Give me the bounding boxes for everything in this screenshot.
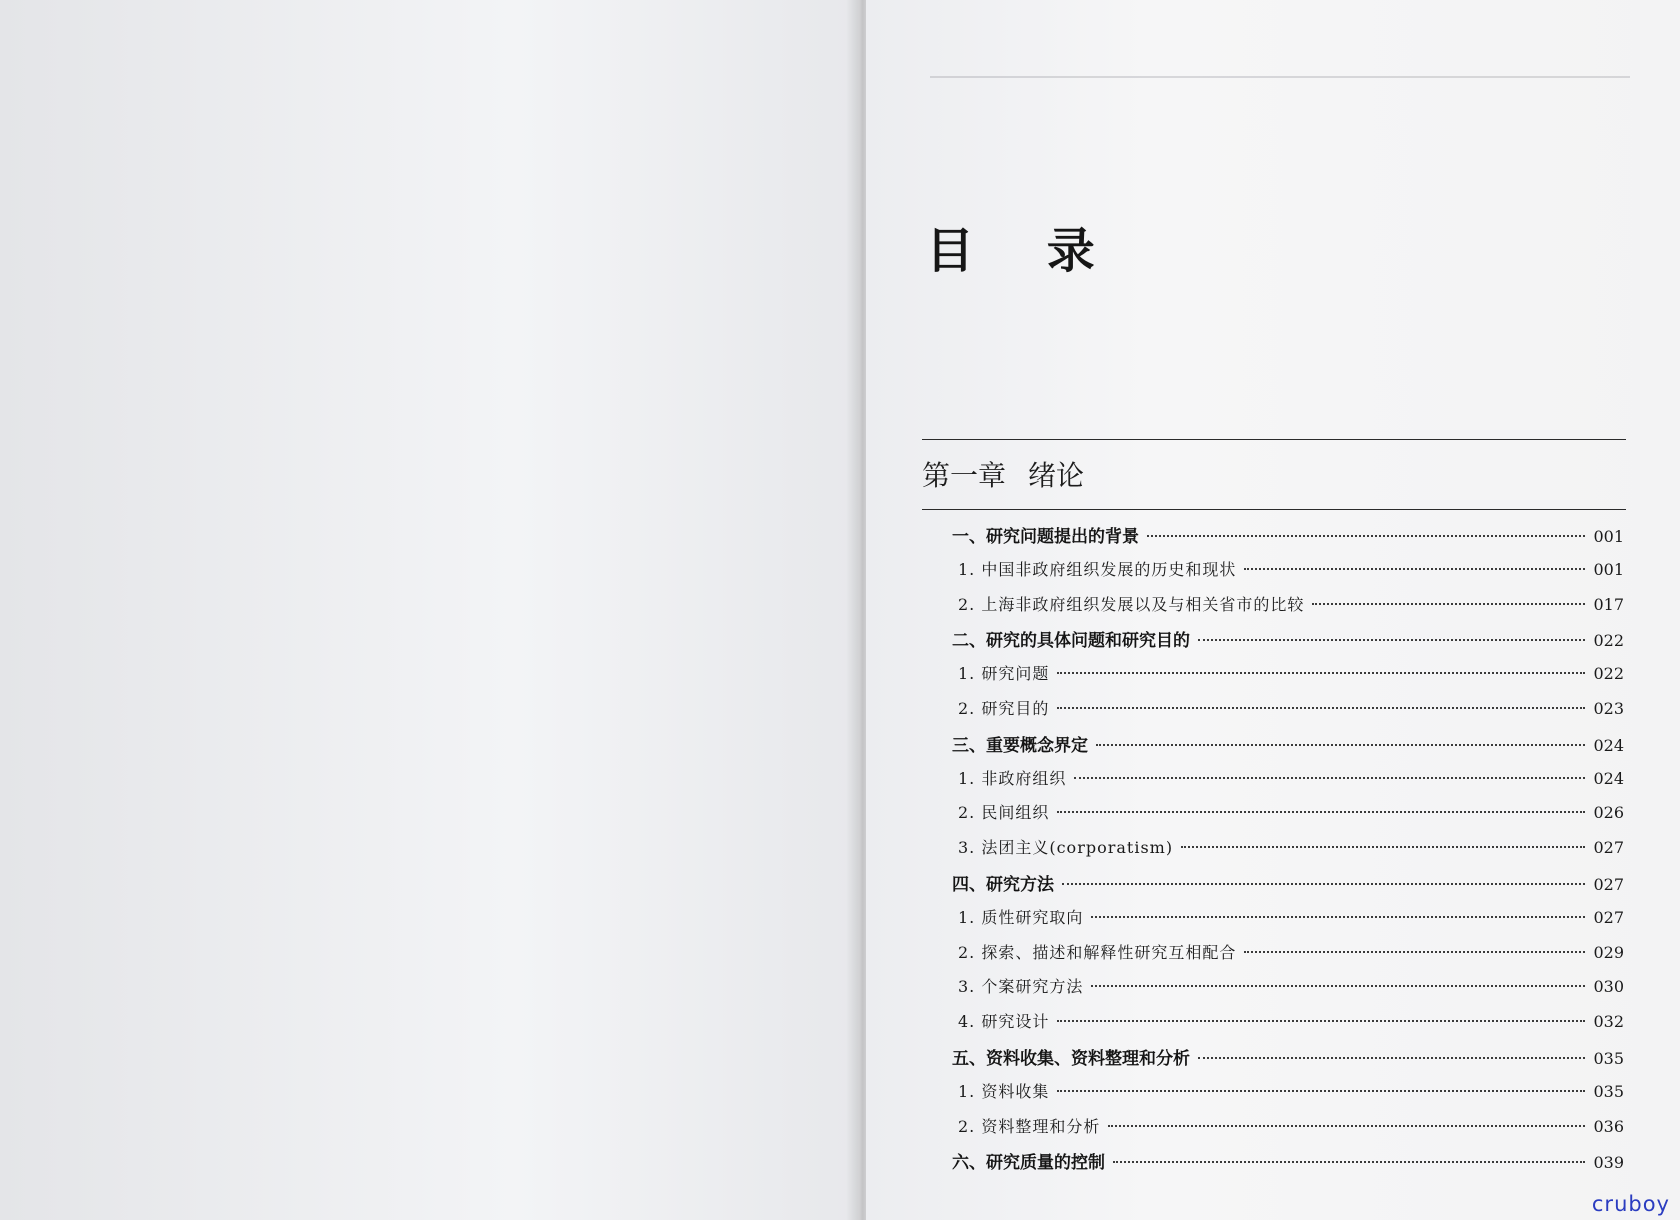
toc-subsection-entry	[952, 766, 1624, 801]
toc-page-number: 035	[1593, 1048, 1624, 1068]
toc-dot-leader	[1108, 1125, 1585, 1127]
toc-dot-leader	[1074, 777, 1585, 779]
toc-dot-leader	[1244, 568, 1585, 570]
toc-subsection-entry	[952, 1079, 1624, 1114]
toc-list	[952, 522, 1624, 1183]
chapter-heading	[922, 454, 1084, 494]
toc-page-number: 001	[1593, 527, 1624, 546]
toc-page-number: 027	[1593, 838, 1624, 858]
chapter-title: 绪论	[1028, 459, 1085, 492]
toc-page-number: 032	[1593, 1012, 1624, 1032]
toc-subsection-entry	[952, 696, 1624, 731]
toc-page-number: 001	[1593, 559, 1624, 579]
toc-page-number: 024	[1593, 768, 1624, 788]
toc-page-number: 039	[1593, 1153, 1624, 1173]
bleed-through-header-line	[930, 76, 1630, 78]
toc-page-number: 026	[1593, 803, 1624, 823]
toc-dot-leader	[1312, 603, 1585, 605]
toc-dot-leader	[1057, 1090, 1585, 1092]
toc-entry-label: 二、研究的具体问题和研究目的	[952, 631, 1190, 652]
toc-section-entry	[952, 731, 1624, 766]
toc-entry-label: 一、研究问题提出的背景	[952, 527, 1139, 547]
toc-title: 目 录	[926, 223, 1123, 279]
toc-dot-leader	[1057, 672, 1585, 674]
toc-section-entry	[952, 1148, 1624, 1183]
toc-page-number: 027	[1593, 907, 1624, 927]
toc-section-entry	[952, 1044, 1624, 1079]
toc-section-entry	[952, 626, 1624, 661]
toc-subsection-entry	[952, 800, 1624, 835]
toc-entry-label: 1. 资料收集	[958, 1081, 1050, 1101]
toc-page-number: 024	[1593, 735, 1624, 755]
toc-dot-leader	[1057, 707, 1585, 709]
toc-entry-label: 1. 质性研究取向	[958, 907, 1084, 927]
chapter-rule-bottom	[922, 509, 1626, 510]
toc-entry-label: 4. 研究设计	[958, 1012, 1050, 1032]
toc-subsection-entry	[952, 974, 1624, 1009]
toc-entry-label: 2. 民间组织	[958, 803, 1050, 823]
toc-dot-leader	[1096, 744, 1585, 746]
toc-page-number: 022	[1593, 631, 1624, 651]
toc-page-number: 036	[1593, 1116, 1624, 1136]
toc-subsection-entry	[952, 1009, 1624, 1044]
toc-dot-leader	[1244, 951, 1585, 953]
toc-entry-label: 2. 上海非政府组织发展以及与相关省市的比较	[958, 594, 1305, 614]
toc-entry-label: 五、资料收集、资料整理和分析	[952, 1048, 1190, 1069]
toc-entry-label: 六、研究质量的控制	[952, 1153, 1105, 1174]
toc-subsection-entry	[952, 661, 1624, 696]
toc-dot-leader	[1057, 1020, 1585, 1022]
toc-dot-leader	[1062, 883, 1585, 885]
toc-dot-leader	[1113, 1161, 1585, 1163]
toc-entry-label: 2. 研究目的	[958, 698, 1050, 718]
toc-entry-label: 2. 资料整理和分析	[958, 1116, 1101, 1136]
toc-subsection-entry	[952, 592, 1624, 627]
toc-page-number: 030	[1593, 977, 1624, 997]
toc-entry-label: 3. 个案研究方法	[958, 977, 1084, 997]
toc-page-number: 017	[1593, 594, 1624, 614]
toc-entry-label: 三、重要概念界定	[952, 735, 1088, 756]
toc-page-number: 029	[1593, 942, 1624, 962]
toc-page-number: 023	[1593, 698, 1624, 718]
toc-entry-label: 1. 研究问题	[958, 664, 1050, 684]
toc-dot-leader	[1198, 639, 1585, 641]
toc-dot-leader	[1147, 535, 1585, 537]
toc-section-entry	[952, 870, 1624, 905]
toc-subsection-entry	[952, 940, 1624, 975]
toc-dot-leader	[1091, 985, 1585, 987]
toc-dot-leader	[1091, 916, 1585, 918]
toc-subsection-entry	[952, 835, 1624, 870]
toc-page-number: 035	[1593, 1081, 1624, 1101]
toc-subsection-entry	[952, 905, 1624, 940]
chapter-number: 第一章	[922, 459, 1007, 492]
toc-dot-leader	[1181, 846, 1585, 848]
toc-entry-label: 1. 非政府组织	[958, 768, 1067, 788]
toc-dot-leader	[1057, 811, 1585, 813]
toc-page-number: 027	[1593, 874, 1624, 894]
toc-entry-label: 2. 探索、描述和解释性研究互相配合	[958, 942, 1237, 962]
toc-entry-label: 1. 中国非政府组织发展的历史和现状	[958, 559, 1237, 579]
scanner-watermark: cruboy	[1591, 1192, 1670, 1216]
chapter-rule-top	[922, 439, 1626, 440]
toc-entry-label: 四、研究方法	[952, 874, 1054, 895]
toc-subsection-entry	[952, 1114, 1624, 1149]
toc-subsection-entry	[952, 557, 1624, 592]
toc-section-entry	[952, 522, 1624, 557]
toc-dot-leader	[1198, 1057, 1585, 1059]
toc-entry-label: 3. 法团主义(corporatism)	[958, 838, 1174, 858]
toc-page-number: 022	[1593, 664, 1624, 684]
